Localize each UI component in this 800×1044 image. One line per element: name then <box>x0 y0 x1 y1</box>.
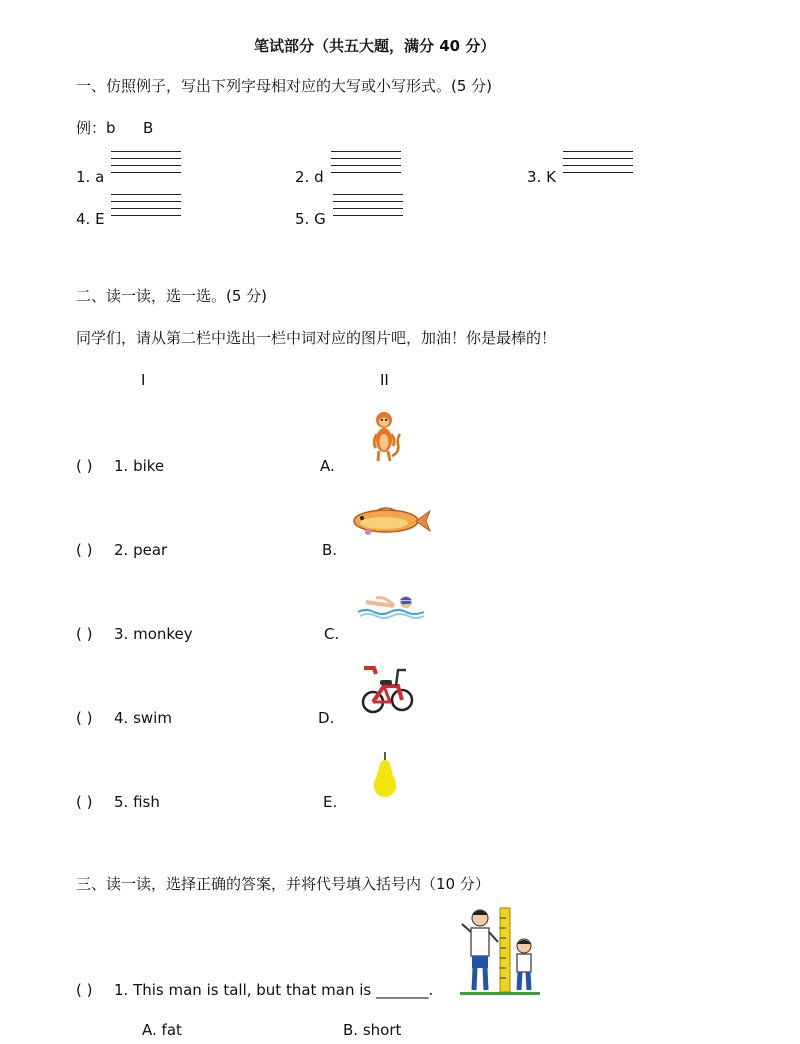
column2-header: II <box>380 371 389 389</box>
bike-picture <box>360 662 414 716</box>
answer-paren[interactable]: ( ) <box>76 541 93 559</box>
monkey-picture <box>370 408 402 466</box>
choice-a[interactable]: A. fat <box>142 1021 182 1039</box>
option-label: A. <box>320 457 335 475</box>
word-item: 4. swim <box>114 709 172 727</box>
option-label: D. <box>318 709 335 727</box>
answer-paren[interactable]: ( ) <box>76 625 93 643</box>
answer-paren[interactable]: ( ) <box>76 793 93 811</box>
pear-picture <box>368 750 402 800</box>
example-label: 例：b <box>76 119 116 137</box>
word-item: 1. bike <box>114 457 165 475</box>
answer-paren[interactable]: ( ) <box>76 709 93 727</box>
option-label: E. <box>323 793 338 811</box>
writing-lines-5[interactable] <box>333 194 403 218</box>
letter-item-3: 3. K <box>527 168 556 186</box>
word-item: 3. monkey <box>114 625 193 643</box>
option-label: B. <box>322 541 338 559</box>
letter-item-2: 2. d <box>295 168 324 186</box>
example-answer: B <box>143 119 154 137</box>
letter-item-1: 1. a <box>76 168 105 186</box>
page-title: 笔试部分（共五大题，满分 40 分） <box>254 37 496 55</box>
section2-heading: 二、读一读，选一选。(5 分) <box>76 287 268 305</box>
word-item: 2. pear <box>114 541 168 559</box>
word-item: 5. fish <box>114 793 160 811</box>
swimmer-picture <box>356 590 426 620</box>
question-text: 1. This man is tall, but that man is _______. <box>114 981 434 999</box>
tall-short-men-picture <box>456 906 542 996</box>
option-label: C. <box>324 625 340 643</box>
letter-item-5: 5. G <box>295 210 326 228</box>
column1-header: I <box>141 371 146 389</box>
section1-heading: 一、仿照例子，写出下列字母相对应的大写或小写形式。(5 分) <box>76 77 493 95</box>
section2-instruction: 同学们，请从第二栏中选出一栏中词对应的图片吧，加油！你是最棒的！ <box>76 329 557 347</box>
letter-item-4: 4. E <box>76 210 105 228</box>
writing-lines-4[interactable] <box>111 194 181 218</box>
answer-paren[interactable]: ( ) <box>76 981 93 999</box>
writing-lines-2[interactable] <box>331 151 401 175</box>
writing-lines-1[interactable] <box>111 151 181 175</box>
fish-picture <box>346 503 432 539</box>
answer-paren[interactable]: ( ) <box>76 457 93 475</box>
section3-heading: 三、读一读，选择正确的答案，并将代号填入括号内（10 分） <box>76 875 490 893</box>
writing-lines-3[interactable] <box>563 151 633 175</box>
choice-b[interactable]: B. short <box>343 1021 402 1039</box>
